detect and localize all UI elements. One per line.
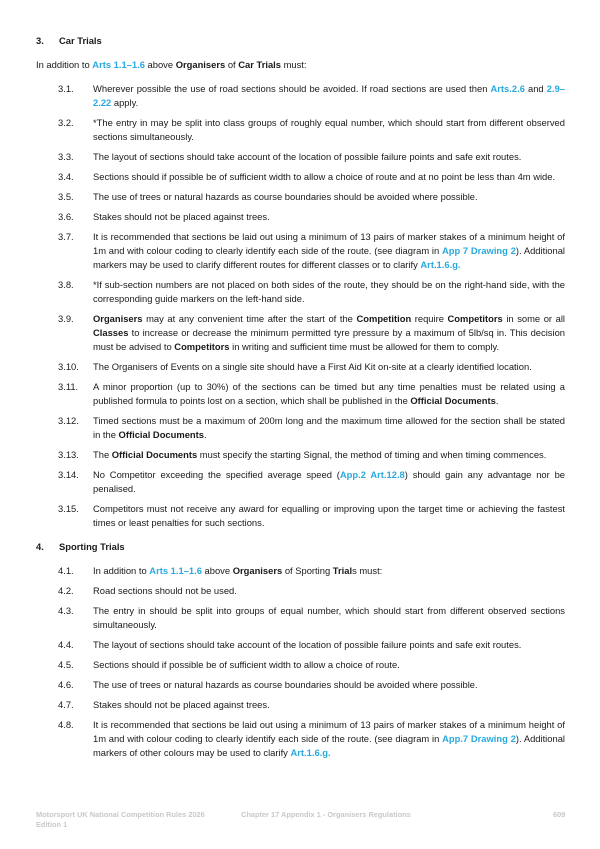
rule-text — [93, 698, 565, 712]
cross-reference-link[interactable]: Art.1.6.g. — [420, 259, 461, 270]
rule-item — [36, 210, 566, 224]
rule-text — [93, 718, 565, 760]
rule-number: 3.2. — [58, 117, 74, 128]
page-number: 609 — [553, 810, 566, 819]
text-run: The entry in should be split into groups of equal number, which should start from different observed sections simultaneously. — [93, 605, 565, 630]
defined-term: Competitors — [447, 313, 503, 324]
text-run: Competitors must not receive any award for equalling or improving upon the target time or achieving the fastest times or least penalties for such sections. — [93, 503, 565, 528]
rule-text — [93, 584, 565, 598]
rule-item — [36, 658, 566, 672]
section-title: Car Trials — [59, 35, 102, 46]
rule-text — [93, 604, 565, 632]
rule-text — [93, 414, 565, 442]
rule-item — [36, 468, 566, 496]
rule-number: 3.7. — [58, 231, 74, 242]
rule-item — [36, 82, 566, 110]
section-heading — [36, 34, 566, 48]
footer-publication — [36, 810, 226, 830]
defined-term: Official Documents — [410, 395, 496, 406]
rule-number: 4.6. — [58, 679, 74, 690]
text-run: of Sporting — [282, 565, 333, 576]
rule-number: 3.15. — [58, 503, 79, 514]
rule-text — [93, 360, 565, 374]
text-run: may at any convenient time after the start of the — [142, 313, 357, 324]
cross-reference-link[interactable]: Arts 1.1–1.6 — [149, 565, 202, 576]
rule-text — [93, 190, 565, 204]
rule-text — [93, 116, 565, 144]
text-run: *The entry in may be split into class groups of roughly equal number, which should start from different observed sections simultaneously. — [93, 117, 565, 142]
rule-text — [93, 638, 565, 652]
rule-number: 4.7. — [58, 699, 74, 710]
rule-text — [93, 564, 565, 578]
section-4 — [36, 540, 566, 760]
rule-item — [36, 698, 566, 712]
text-run: to increase or decrease the minimum permitted tyre pressure by a maximum of 5lb/sq in. This decision must be advised to — [93, 327, 565, 352]
text-run: The — [93, 449, 112, 460]
text-run: *If sub-section numbers are not placed on both sides of the route, they should be on the right-hand side, with the corresponding guide markers on the left-hand side. — [93, 279, 565, 304]
defined-term: Official Documents — [118, 429, 204, 440]
cross-reference-link[interactable]: Arts 1.1–1.6 — [92, 59, 145, 70]
cross-reference-link[interactable]: Arts.2.6 — [490, 83, 525, 94]
text-run: ). Additional markers of other colours may be used to clarify — [93, 733, 565, 758]
text-run: A minor proportion (up to 30%) of the sections can be timed but any time penalties must be related using a published formula to points lost on a section, which shall be published in the — [93, 381, 565, 406]
rule-text — [93, 82, 565, 110]
edition-label: Edition 1 — [36, 820, 68, 829]
rule-number: 4.2. — [58, 585, 74, 596]
cross-reference-link[interactable]: App 7 Drawing 2 — [441, 245, 516, 256]
rule-text — [93, 468, 565, 496]
rule-text — [93, 230, 565, 272]
text-run: apply. — [111, 97, 139, 108]
rule-item — [36, 718, 566, 760]
text-run: . — [203, 429, 207, 440]
text-run: and — [524, 83, 547, 94]
cross-reference-link[interactable]: Art.1.6.g. — [290, 747, 331, 758]
defined-term: Competition — [356, 313, 412, 324]
text-run: must specify the starting Signal, the method of timing and when timing commences. — [197, 449, 547, 460]
text-run: ) should gain any advantage nor be penalised. — [93, 469, 566, 494]
rule-number: 4.1. — [58, 565, 74, 576]
defined-term: Organisers — [232, 565, 283, 576]
rule-number: 4.8. — [58, 719, 74, 730]
text-run: s must: — [352, 565, 383, 576]
text-run: Stakes should not be placed against trees. — [93, 211, 270, 222]
text-run: It is recommended that sections be laid out using a minimum of 13 pairs of marker stakes of a minimum height of 1m and with colour coding to clearly identify each side of the route. (see diagram in — [93, 231, 565, 256]
text-run: Timed sections must be a maximum of 200m long and the maximum time allowed for the section shall be stated in the — [93, 415, 565, 440]
rule-number: 3.12. — [58, 415, 79, 426]
rule-item — [36, 190, 566, 204]
section-3 — [36, 34, 566, 530]
defined-term: Trial — [332, 565, 353, 576]
text-run: require — [411, 313, 448, 324]
rule-item — [36, 116, 566, 144]
rule-item — [36, 448, 566, 462]
rule-item — [36, 380, 566, 408]
text-run: It is recommended that sections be laid out using a minimum of 13 pairs of marker stakes of a minimum height of 1m and with colour coding to clearly identify each side of the route. (see diagram in — [93, 719, 565, 744]
rule-text — [93, 380, 565, 408]
rule-number: 3.4. — [58, 171, 74, 182]
text-run: Sections should if possible be of sufficient width to allow a choice of route and at no point be less than 4m wide. — [93, 171, 556, 182]
cross-reference-link[interactable]: App.7 Drawing 2 — [442, 733, 516, 744]
rule-number: 4.3. — [58, 605, 74, 616]
text-run: Sections should if possible be of sufficient width to allow a choice of route. — [93, 659, 400, 670]
text-run: of — [225, 59, 239, 70]
rule-item — [36, 604, 566, 632]
text-run: . — [495, 395, 499, 406]
rule-number: 4.4. — [58, 639, 74, 650]
defined-term: Official Documents — [111, 449, 198, 460]
rule-number: 4.5. — [58, 659, 74, 670]
text-run: above — [201, 565, 233, 576]
defined-term: Classes — [93, 327, 129, 338]
cross-reference-link[interactable]: 2.9–2.22 — [93, 83, 565, 108]
rule-text — [93, 502, 565, 530]
rule-item — [36, 230, 566, 272]
rule-number: 3.10. — [58, 361, 79, 372]
rule-text — [93, 678, 565, 692]
defined-term: Competitors — [174, 341, 230, 352]
text-run: The use of trees or natural hazards as course boundaries should be avoided where possible. — [93, 679, 478, 690]
rule-number: 3.1. — [58, 83, 74, 94]
text-run: The Organisers of Events on a single site should have a First Aid Kit on-site at a clearly identified location. — [93, 361, 532, 372]
rule-text — [93, 658, 565, 672]
rule-item — [36, 312, 566, 354]
rule-item — [36, 584, 566, 598]
text-run: The layout of sections should take account of the location of possible failure points and safe exit routes. — [93, 151, 522, 162]
document-page — [36, 34, 566, 770]
section-title: Sporting Trials — [59, 541, 125, 552]
rule-number: 3.5. — [58, 191, 74, 202]
rule-number: 3.9. — [58, 313, 74, 324]
text-run: No Competitor exceeding the specified average speed ( — [93, 469, 340, 480]
rule-item — [36, 414, 566, 442]
text-run: In addition to — [36, 59, 93, 70]
rule-text — [93, 278, 565, 306]
rule-item — [36, 502, 566, 530]
text-run: Stakes should not be placed against trees. — [93, 699, 270, 710]
rule-item — [36, 150, 566, 164]
rule-text — [93, 448, 565, 462]
section-number: 3. — [36, 35, 44, 46]
text-run: in writing and sufficient time must be allowed for them to comply. — [229, 341, 500, 352]
rule-item — [36, 360, 566, 374]
publication-title: Motorsport UK National Competition Rules 2026 — [36, 810, 205, 819]
text-run: ). Additional markers may be used to clarify different routes for different classes or to clarify — [93, 245, 565, 270]
text-run: The use of trees or natural hazards as course boundaries should be avoided where possible. — [93, 191, 478, 202]
rule-item — [36, 638, 566, 652]
rule-number: 3.8. — [58, 279, 74, 290]
section-heading — [36, 540, 566, 554]
rule-text — [93, 170, 565, 184]
text-run: In addition to — [93, 565, 150, 576]
rule-text — [93, 210, 565, 224]
rule-number: 3.14. — [58, 469, 79, 480]
rule-number: 3.11. — [58, 381, 79, 392]
rule-item — [36, 278, 566, 306]
text-run: in some or all — [502, 313, 565, 324]
text-run: above — [144, 59, 176, 70]
rule-number: 3.6. — [58, 211, 74, 222]
section-intro — [36, 58, 566, 72]
rule-text — [93, 312, 565, 354]
cross-reference-link[interactable]: App.2 Art.12.8 — [339, 469, 405, 480]
section-number: 4. — [36, 541, 44, 552]
footer-chapter: Chapter 17 Appendix 1 - Organisers Regulations — [241, 810, 411, 819]
rule-number: 3.13. — [58, 449, 79, 460]
text-run: Road sections should not be used. — [93, 585, 237, 596]
rule-item — [36, 564, 566, 578]
rule-text — [93, 150, 565, 164]
defined-term: Organisers — [93, 313, 143, 324]
text-run: The layout of sections should take account of the location of possible failure points and safe exit routes. — [93, 639, 522, 650]
rule-item — [36, 678, 566, 692]
rule-number: 3.3. — [58, 151, 74, 162]
defined-term: Car Trials — [238, 59, 281, 70]
text-run: must: — [280, 59, 307, 70]
text-run: Wherever possible the use of road sections should be avoided. If road sections are used then — [93, 83, 491, 94]
defined-term: Organisers — [175, 59, 226, 70]
rule-item — [36, 170, 566, 184]
